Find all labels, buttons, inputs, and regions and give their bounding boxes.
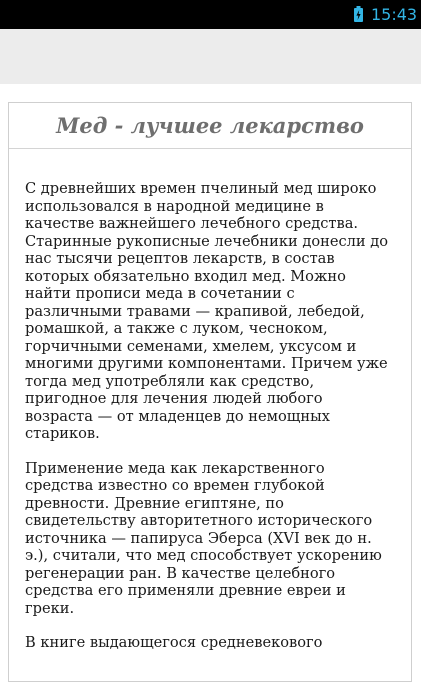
status-clock: 15:43 [371,5,418,24]
status-bar [0,0,421,29]
article-title: Мед - лучшее лекарство [9,103,411,149]
battery-charging-icon [354,6,363,22]
article-paragraph-1: С древнейших времен пчелиный мед широко использовался в народной медицине в качестве важнейшего лечебного средства. Старинные рукописные лечебники донесли до нас тысячи рецептов лекарств, в состав которых обязательно входил мед. Можно найти прописи меда в сочетании с различными травами — крапивой, лебедой, ромашкой, а также с луком, чесноком, горчичными семенами, хмелем, уксусом и многими другими компонентами. Причем уже тогда мед употребляли как средство, пригодное для лечения людей любого возраста — от младенцев до немощных стариков. [25,180,389,442]
article-paragraph-2: Применение меда как лекарственного средства известно со времен глубокой древности. Древние египтяне, по свидетельству авторитетного исторического источника — папируса Эберса (XVI век до н. э.), считали, что мед способствует ускорению регенерации ран. В качестве целебного средства его применяли древние евреи и греки. [25,459,382,617]
action-bar [0,29,421,84]
article-paragraph-3: В книге выдающегося средневекового [25,634,323,651]
article-card [8,102,412,682]
article-body[interactable] [9,149,411,652]
